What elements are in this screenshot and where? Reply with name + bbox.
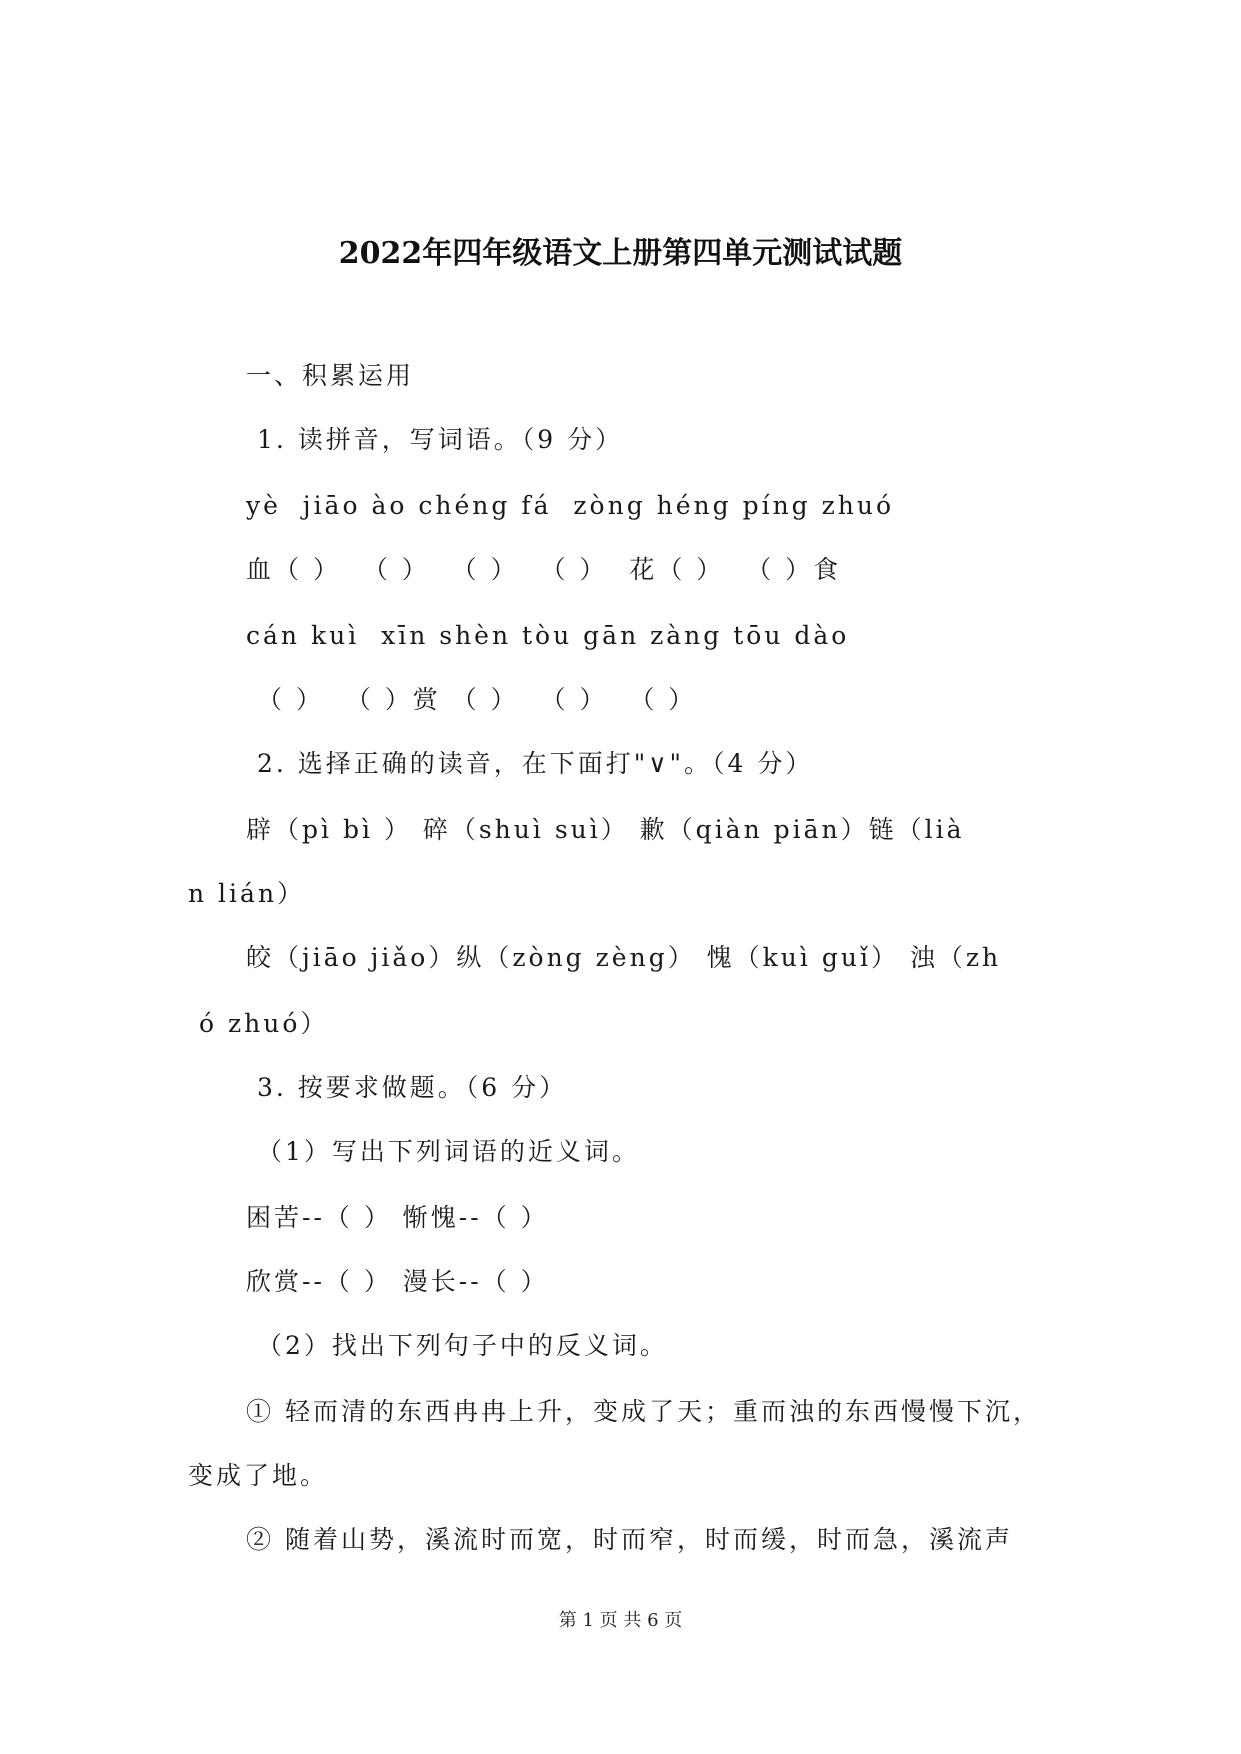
document-title: 2022年四年级语文上册第四单元测试试题 (338, 236, 903, 271)
pinyin-line-2: cán kuì xīn shèn tòu gān zàng tōu dào (246, 621, 850, 650)
section-heading: 一、积累运用 (246, 361, 415, 390)
reading-choice-line-2-cont: ó zhuó） (188, 1009, 329, 1038)
blank-line-1: 血（ ） （ ） （ ） （ ） 花（ ） （ ）食 (246, 555, 842, 584)
synonym-line-2: 欣赏--（ ） 漫长--（ ） (246, 1267, 549, 1296)
synonym-line-1: 困苦--（ ） 惭愧--（ ） (246, 1203, 549, 1232)
reading-choice-line-2: 皎（jiāo jiǎo）纵（zòng zèng） 愧（kuì guǐ） 浊（zh (246, 943, 1002, 972)
blank-line-2: （ ） （ ）赏 （ ） （ ） （ ） (246, 685, 697, 714)
pinyin-line-1: yè jiāo ào chéng fá zòng héng píng zhuó (246, 491, 895, 520)
question-1-prompt: 1. 读拼音，写词语。（9 分） (246, 425, 624, 454)
subquestion-1: （1）写出下列词语的近义词。 (246, 1137, 640, 1166)
antonym-sentence-1-cont: 变成了地。 (188, 1461, 329, 1490)
page-number: 第 1 页 共 6 页 (558, 1610, 683, 1631)
reading-choice-line-1-cont: n lián） (188, 879, 306, 908)
question-2-prompt: 2. 选择正确的读音，在下面打"∨"。（4 分） (246, 749, 814, 778)
antonym-sentence-2: ② 随着山势，溪流时而宽，时而窄，时而缓，时而急，溪流声 (246, 1525, 1013, 1554)
question-3-prompt: 3. 按要求做题。（6 分） (246, 1073, 568, 1102)
antonym-sentence-1: ① 轻而清的东西冉冉上升，变成了天；重而浊的东西慢慢下沉， (246, 1397, 1041, 1426)
reading-choice-line-1: 辟（pì bì ） 碎（shuì suì） 歉（qiàn piān）链（lià (246, 815, 965, 844)
subquestion-2: （2）找出下列句子中的反义词。 (246, 1331, 668, 1360)
